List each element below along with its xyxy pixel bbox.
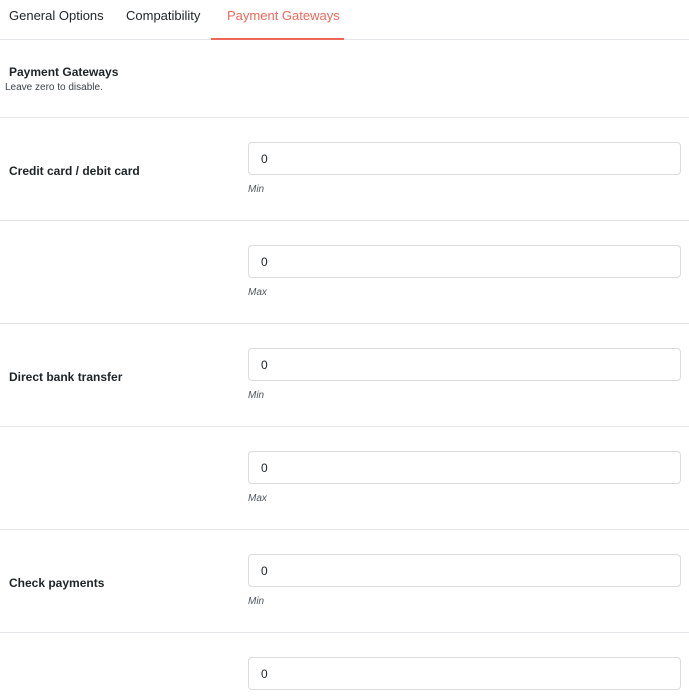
tab-payment-gateways[interactable]: Payment Gateways	[227, 8, 340, 23]
settings-tabs	[0, 0, 689, 40]
row-label-credit-card: Credit card / debit card	[9, 164, 140, 178]
field-hint: Max	[248, 287, 267, 298]
setting-row	[0, 427, 689, 530]
section-title: Payment Gateways	[9, 65, 119, 79]
credit-card-max-input[interactable]	[248, 245, 681, 278]
field-hint: Min	[248, 184, 265, 195]
section-header	[0, 40, 689, 118]
row-label-check-payments: Check payments	[9, 576, 105, 590]
setting-row	[0, 530, 689, 633]
field-hint: Max	[248, 493, 267, 504]
setting-row	[0, 118, 689, 221]
section-description: Leave zero to disable.	[5, 82, 103, 93]
bank-transfer-max-input[interactable]	[248, 451, 681, 484]
credit-card-min-input[interactable]	[248, 142, 681, 175]
setting-row	[0, 221, 689, 324]
check-payments-max-input[interactable]	[248, 657, 681, 690]
row-label-bank-transfer: Direct bank transfer	[9, 370, 123, 384]
tab-general-options[interactable]: General Options	[9, 8, 104, 23]
setting-row	[0, 633, 689, 700]
check-payments-min-input[interactable]	[248, 554, 681, 587]
field-hint: Min	[248, 390, 265, 401]
bank-transfer-min-input[interactable]	[248, 348, 681, 381]
tab-compatibility[interactable]: Compatibility	[126, 8, 201, 23]
setting-row	[0, 324, 689, 427]
field-hint: Min	[248, 596, 265, 607]
